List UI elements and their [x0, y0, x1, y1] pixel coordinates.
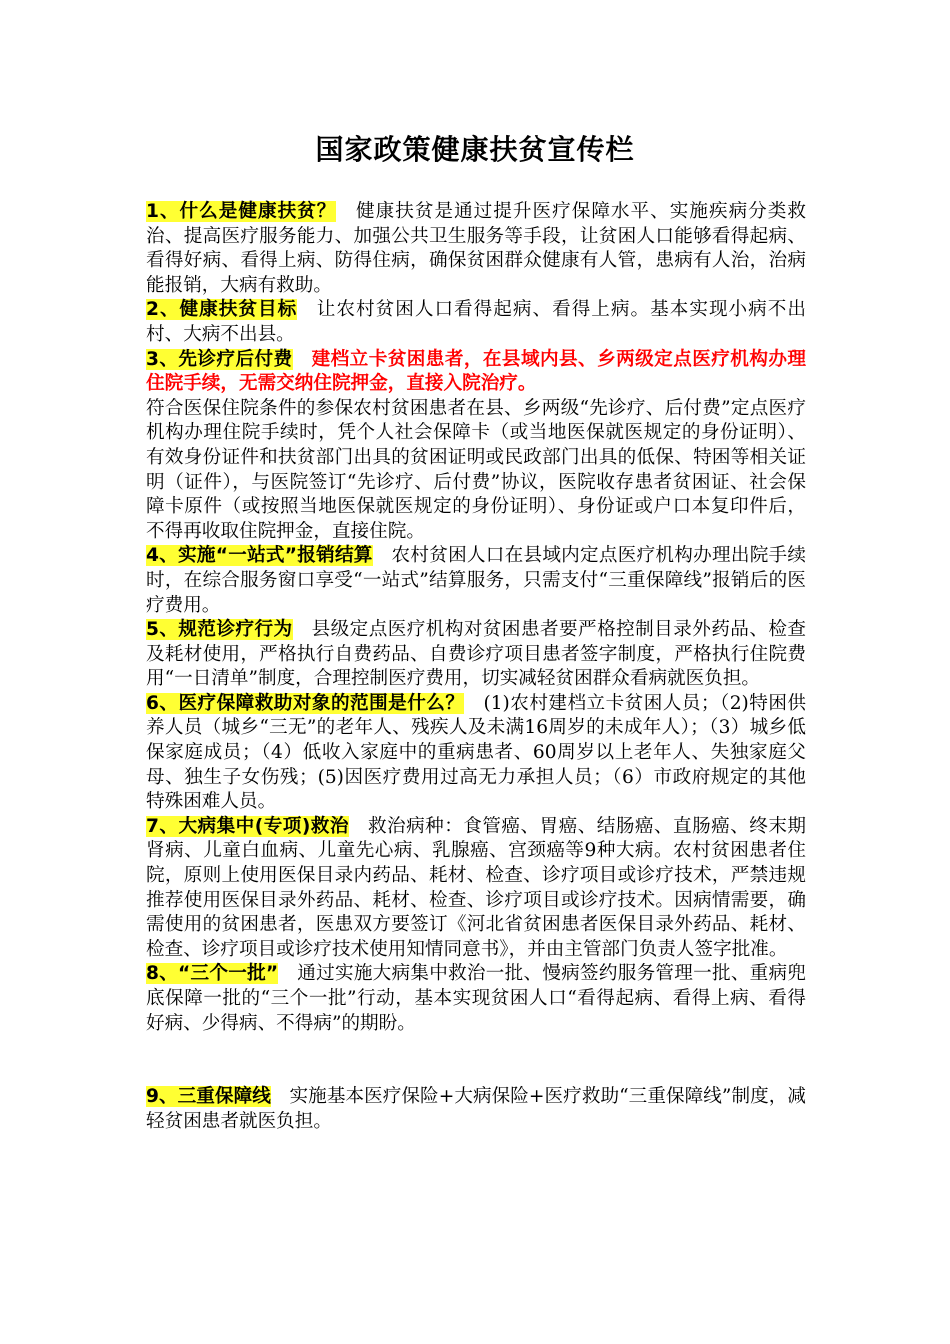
section-heading: 4、实施“一站式”报销结算 — [146, 545, 373, 567]
section-text: 县级定点医疗机构对贫困患者要严格控制目录外药品、检查及耗材使用，严格执行自费药品、自费诊疗项目患者签字制度，严格执行住院费用“一日清单”制度，合理控制医疗费用，切实减轻贫困群众看病就医负担。 — [146, 619, 806, 690]
section-major-disease-treatment — [146, 815, 806, 963]
section-text: 通过实施大病集中救治一批、慢病签约服务管理一批、重病兜底保障一批的“三个一批”行动，基本实现贫困人口“看得起病、看得上病、看得好病、少得病、不得病”的期盼。 — [146, 963, 806, 1034]
section-text: 实施基本医疗保险+大病保险+医疗救助“三重保障线”制度，减轻贫困患者就医负担。 — [146, 1086, 806, 1132]
section-highlight-text: 建档立卡贫困患者，在县域内县、乡两级定点医疗机构办理住院手续，无需交纳住院押金，直接入院治疗。 — [146, 348, 806, 395]
section-text: 救治病种：食管癌、胃癌、结肠癌、直肠癌、终末期肾病、儿童白血病、儿童先心病、乳腺癌、宫颈癌等9种大病。农村贫困患者住院，原则上使用医保目录内药品、耗材、检查、诊疗项目或诊疗技术，严禁违规推荐使用医保目录外药品、耗材、检查、诊疗项目或诊疗技术。因病情需要，确需使用的贫困患者，医患双方要签订《河北省贫困患者医保目录外药品、耗材、检查、诊疗项目或诊疗技术使用知情同意书》，并由主管部门负责人签字批准。 — [146, 815, 806, 960]
section-text: 符合医保住院条件的参保农村贫困患者在县、乡两级“先诊疗、后付费”定点医疗机构办理住院手续时，凭个人社会保障卡（或当地医保就医规定的身份证明）、有效身份证件和扶贫部门出具的贫困证明或民政部门出具的低保、特困等相关证明（证件），与医院签订“先诊疗、后付费”协议，医院收存患者贫困证、社会保障卡原件（或按照当地医保就医规定的身份证明）、身份证或户口本复印件后，不得再收取住院押金，直接住院。 — [146, 397, 806, 542]
section-treat-first-pay-later — [146, 348, 806, 545]
section-heading: 7、大病集中(专项)救治 — [146, 815, 349, 837]
section-text: (1)农村建档立卡贫困人员；（2)特困供养人员（城乡“三无”的老年人、残疾人及未满16周岁的未成年人）；（3）城乡低保家庭成员；（4）低收入家庭中的重病患者、60周岁以上老年人、失独家庭父母、独生子女伤残；(5)因医疗费用过高无力承担人员；（6）市政府规定的其他特殊困难人员。 — [146, 692, 806, 813]
section-triple-protection — [146, 1085, 806, 1134]
section-heading: 1、什么是健康扶贫？ — [146, 201, 337, 222]
page-title: 国家政策健康扶贫宣传栏 — [315, 133, 635, 166]
section-three-batches — [146, 962, 806, 1036]
section-assistance-scope — [146, 692, 806, 815]
section-heading: 5、规范诊疗行为 — [146, 619, 293, 641]
section-what-is-health-poverty-alleviation — [146, 200, 806, 298]
section-heading: 6、医疗保障救助对象的范围是什么？ — [146, 692, 465, 714]
spacer — [146, 1036, 806, 1085]
section-heading: 3、先诊疗后付费 — [146, 348, 293, 370]
section-heading: 9、三重保障线 — [146, 1086, 271, 1108]
document-body — [146, 200, 806, 1134]
section-standardize-treatment — [146, 618, 806, 692]
section-goal — [146, 298, 806, 347]
section-text: 农村贫困人口在县域内定点医疗机构办理出院手续时，在综合服务窗口享受“一站式”结算服务，只需支付“三重保障线”报销后的医疗费用。 — [146, 545, 806, 616]
section-one-stop-settlement — [146, 544, 806, 618]
section-text: 让农村贫困人口看得起病、看得上病。基本实现小病不出村、大病不出县。 — [146, 299, 806, 345]
section-heading: 8、“三个一批” — [146, 963, 279, 985]
section-text: 健康扶贫是通过提升医疗保障水平、实施疾病分类救治、提高医疗服务能力、加强公共卫生服务等手段，让贫困人口能够看得起病、看得好病、看得上病、防得住病，确保贫困群众健康有人管，患病有人治，治病能报销，大病有救助。 — [146, 201, 806, 296]
section-heading: 2、健康扶贫目标 — [146, 299, 298, 321]
